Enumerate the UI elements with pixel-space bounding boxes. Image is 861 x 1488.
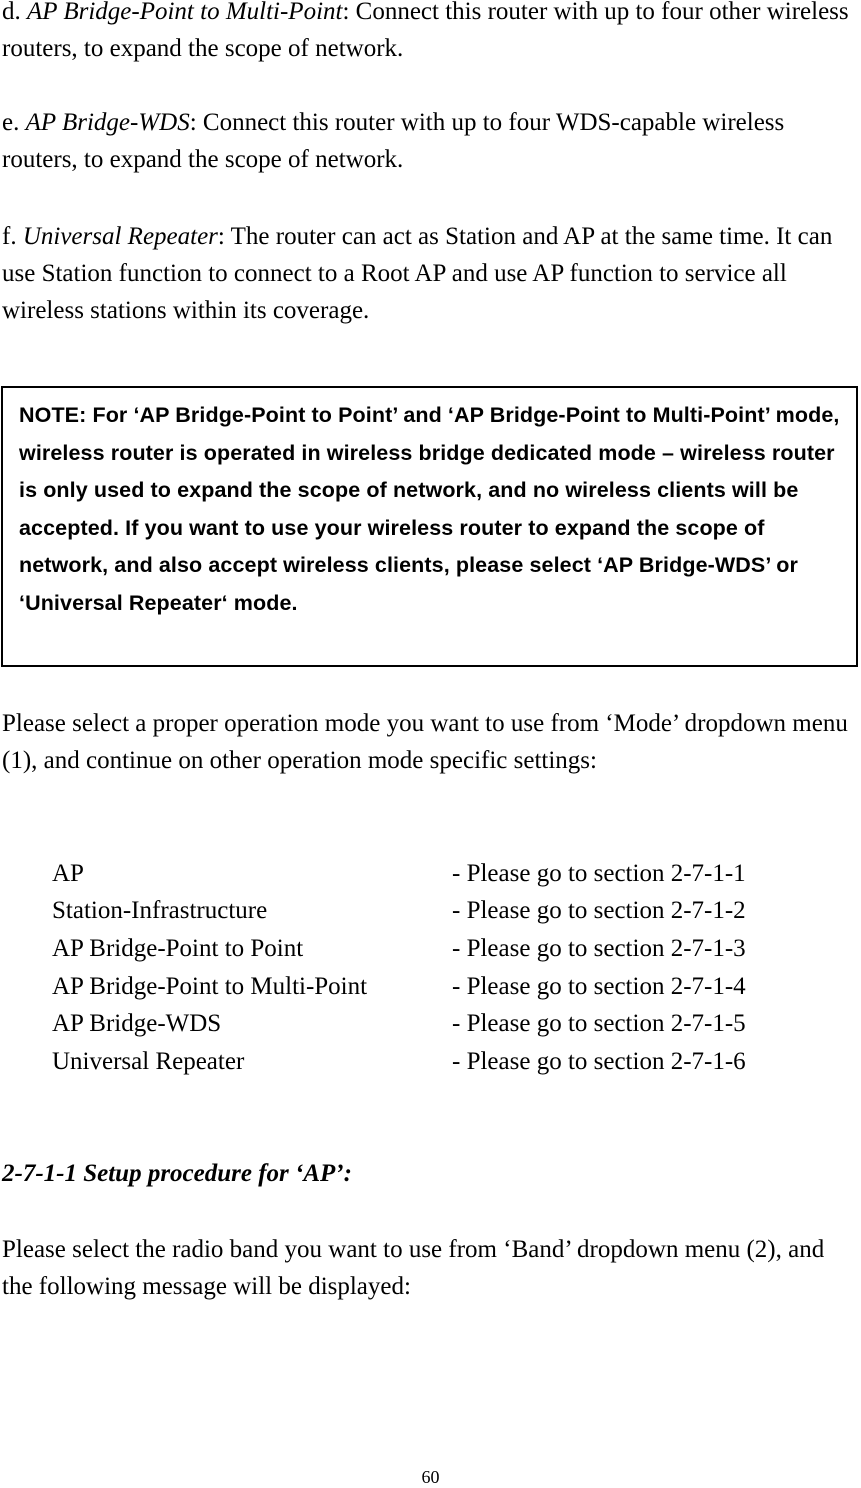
mode-row-ap-bridge-wds [52,1005,812,1042]
select-mode-paragraph: Please select a proper operation mode you want to use from ‘Mode’ dropdown menu (1), and continue on other operation mode specific settings: [2,710,848,774]
band-paragraph: Please select the radio band you want to use from ‘Band’ dropdown menu (2), and the following message will be displayed: [2,1236,825,1300]
paragraph-d [2,0,858,67]
mode-row-ap-bridge-point-to-multi-point [52,968,812,1005]
mode-name: Universal Repeater [52,1048,245,1075]
section-reference: - Please go to section 2-7-1-1 [452,860,746,887]
section-heading: 2-7-1-1 Setup procedure for ‘AP’: [2,1160,352,1187]
item-prefix: d. [2,0,27,25]
mode-name-italic: AP Bridge-Point to Multi-Point [27,0,343,25]
paragraph-e [2,104,858,178]
note-box [1,386,858,667]
mode-row-universal-repeater [52,1043,812,1080]
section-reference: - Please go to section 2-7-1-5 [452,1010,746,1037]
item-prefix: e. [2,109,26,136]
mode-name-italic: Universal Repeater [22,223,218,250]
note-text: NOTE: For ‘AP Bridge-Point to Point’ and ‘AP Bridge-Point to Multi-Point’ mode, wireless router is operated in wireless bridge dedicated mode – wireless router is only used to expand the scope of network, and no wireless clients will be accepted. If you want to use your wireless router to expand the scope of network, and also accept wireless clients, please select ‘AP Bridge-WDS’ or ‘Universal Repeater‘ mode. [19,403,840,615]
mode-description: : Connect this router with up to four other wireless routers, to expand the scope of network. [2,0,849,62]
section-reference: - Please go to section 2-7-1-4 [452,973,746,1000]
mode-row-ap [52,855,812,892]
paragraph-f [2,218,858,329]
section-reference: - Please go to section 2-7-1-6 [452,1048,746,1075]
mode-row-ap-bridge-point-to-point [52,930,812,967]
mode-name: Station-Infrastructure [52,897,268,924]
mode-name: AP Bridge-Point to Point [52,935,304,962]
mode-name: AP [52,860,84,887]
page-number: 60 [421,1467,440,1487]
mode-name-italic: AP Bridge-WDS [25,109,190,136]
mode-row-station-infrastructure [52,892,812,929]
mode-name: AP Bridge-WDS [52,1010,222,1037]
mode-description: : Connect this router with up to four WDS-capable wireless routers, to expand the scope of network. [2,109,785,173]
mode-name: AP Bridge-Point to Multi-Point [52,973,368,1000]
item-prefix: f. [2,223,23,250]
section-reference: - Please go to section 2-7-1-2 [452,897,746,924]
section-reference: - Please go to section 2-7-1-3 [452,935,746,962]
mode-description: : The router can act as Station and AP at the same time. It can use Station function to connect to a Root AP and use AP function to service all wireless stations within its coverage. [2,223,833,324]
